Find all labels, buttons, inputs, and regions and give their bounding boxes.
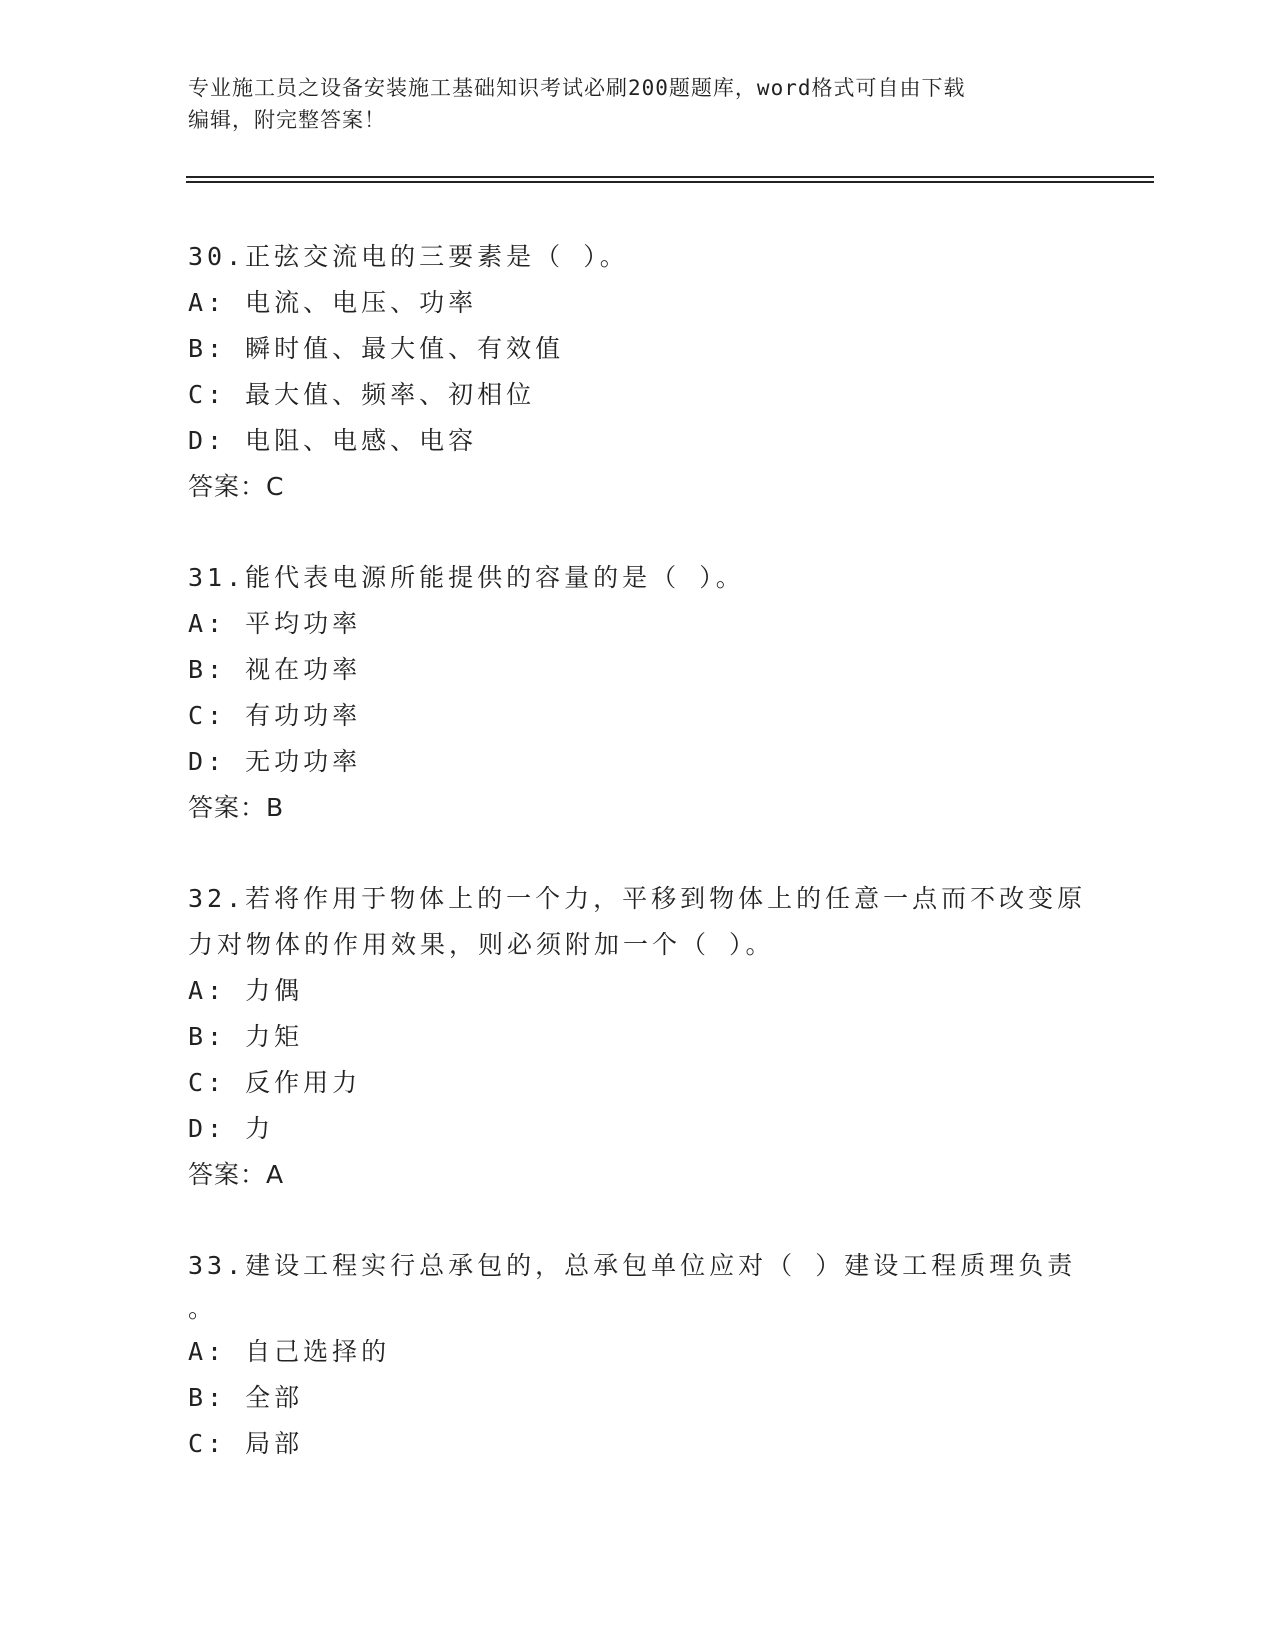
question-stem-line-2: 。 [188, 1294, 218, 1323]
question-stem: 30.正弦交流电的三要素是（ ）。 [188, 242, 629, 271]
answer-line: 答案：A [188, 1160, 285, 1189]
answer-line: 答案：C [188, 472, 285, 501]
option-b: B: 全部 [188, 1383, 304, 1412]
option-d: D: 无功功率 [188, 747, 362, 776]
header-line-1: 专业施工员之设备安装施工基础知识考试必刷200题题库，word格式可自由下载 [188, 76, 966, 100]
question-stem: 31.能代表电源所能提供的容量的是（ ）。 [188, 563, 745, 592]
option-b: B: 视在功率 [188, 655, 362, 684]
option-c: C: 最大值、频率、初相位 [188, 380, 536, 409]
option-a: A: 电流、电压、功率 [188, 288, 478, 317]
option-d: D: 电阻、电感、电容 [188, 426, 478, 455]
option-d: D: 力 [188, 1114, 275, 1143]
option-c: C: 有功功率 [188, 701, 362, 730]
option-c: C: 局部 [188, 1429, 304, 1458]
question-32 [188, 876, 1088, 1198]
document-header [188, 72, 1088, 136]
header-divider-bottom [186, 181, 1154, 183]
question-stem-line-1: 33.建设工程实行总承包的，总承包单位应对（ ）建设工程质理负责 [188, 1251, 1077, 1280]
option-a: A: 自己选择的 [188, 1337, 391, 1366]
question-stem-line-2: 力对物体的作用效果，则必须附加一个（ ）。 [188, 930, 775, 959]
question-31 [188, 555, 1088, 831]
option-c: C: 反作用力 [188, 1068, 362, 1097]
header-divider-top [186, 176, 1154, 178]
question-30 [188, 234, 1088, 510]
header-line-2: 编辑，附完整答案！ [188, 108, 386, 132]
option-b: B: 力矩 [188, 1022, 304, 1051]
option-a: A: 平均功率 [188, 609, 362, 638]
answer-line: 答案：B [188, 793, 285, 822]
question-stem-line-1: 32.若将作用于物体上的一个力，平移到物体上的任意一点而不改变原 [188, 884, 1087, 913]
question-33 [188, 1243, 1088, 1467]
option-b: B: 瞬时值、最大值、有效值 [188, 334, 565, 363]
option-a: A: 力偶 [188, 976, 304, 1005]
